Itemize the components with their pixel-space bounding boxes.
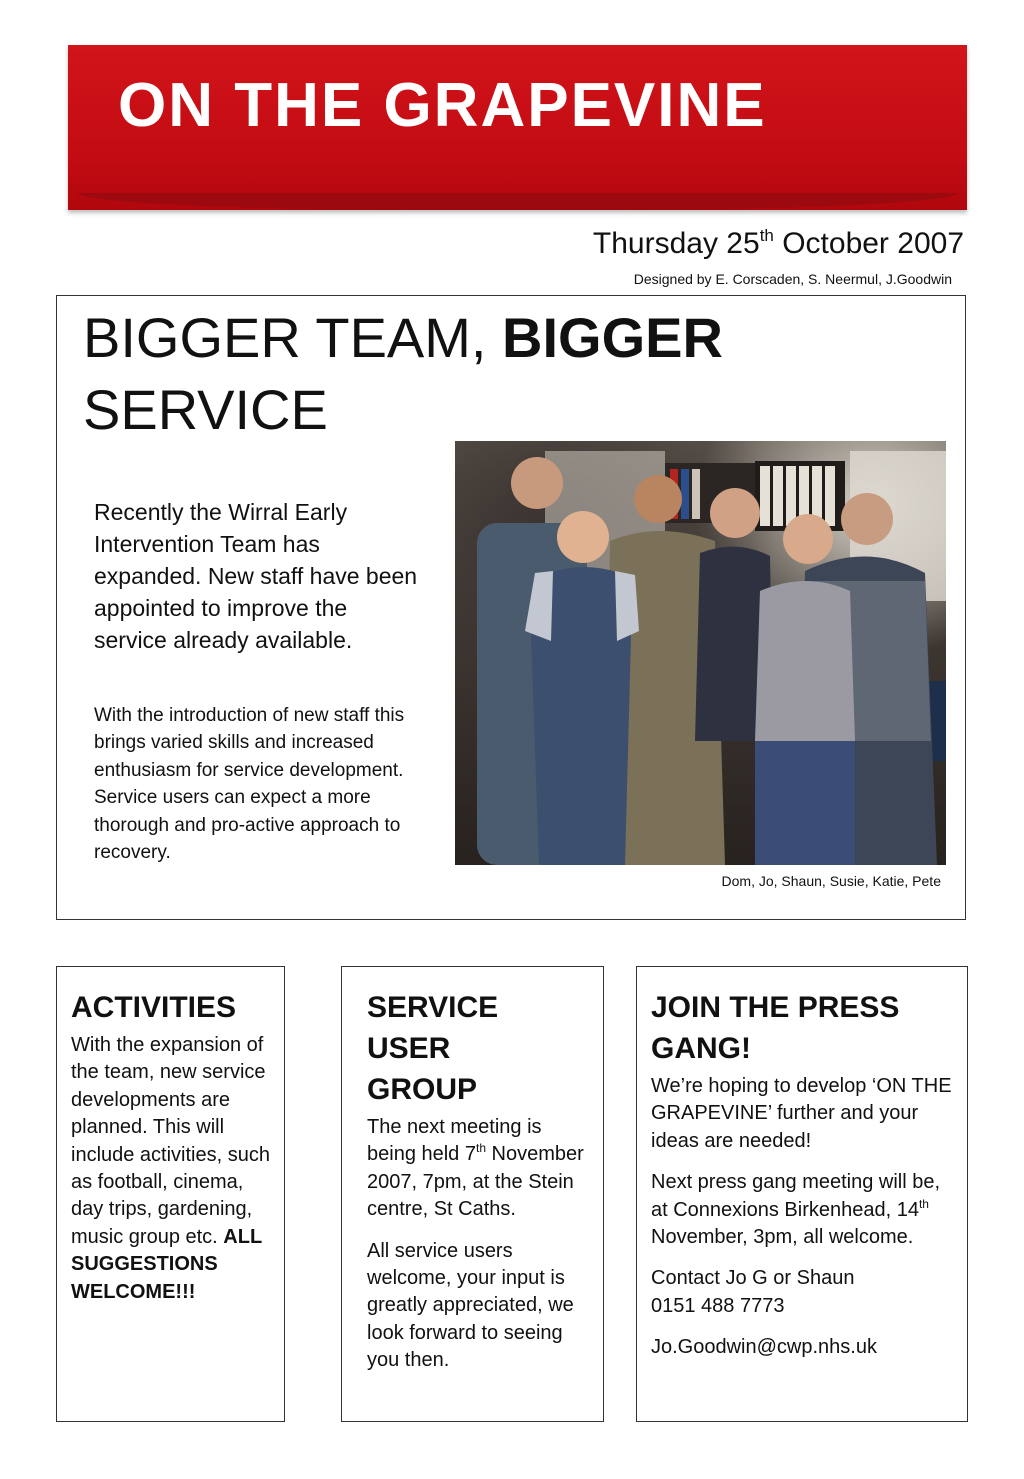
meeting-date-suffix: th	[475, 1141, 486, 1156]
issue-date-suffix: th	[759, 226, 774, 245]
activities-body: With the expansion of the team, new service developments are planned. This will include activities, such as football, cinema, day trips, gardening, music group etc.	[71, 1034, 270, 1248]
newsletter-title: ON THE GRAPEVINE	[118, 71, 767, 140]
designed-by-credit: Designed by E. Corscaden, S. Neermul, J.Goodwin	[633, 271, 952, 287]
lead-story-box	[56, 295, 966, 920]
headline-bold-word: BIGGER	[502, 306, 723, 369]
service-user-group-welcome: All service users welcome, your input is greatly appreciated, we look forward to seeing you then.	[367, 1239, 574, 1372]
lead-intro-paragraph: Recently the Wirral Early Intervention Team has expanded. New staff have been appointed to improve the service already available.	[94, 499, 418, 653]
masthead-banner	[68, 45, 967, 210]
meeting-text-start: The next meeting is being held 7	[367, 1116, 542, 1166]
meeting-text-end: November 2007, 7pm, at the Stein centre, St Caths.	[367, 1143, 584, 1221]
lead-body-paragraph: With the introduction of new staff this brings varied skills and increased enthusiasm for service development. Service users can expect a more thorough and pro-active approach to recovery.	[94, 705, 405, 864]
activities-box	[56, 966, 285, 1422]
service-user-group-title: SERVICE USER GROUP	[367, 991, 499, 1106]
service-user-group-box	[341, 966, 604, 1422]
activities-call-to-action: ALL SUGGESTIONS WELCOME!!!	[71, 1225, 262, 1303]
press-gang-title: JOIN THE PRESS GANG!	[651, 991, 900, 1065]
press-meeting-date-suffix: th	[918, 1196, 929, 1211]
headline-part-2: SERVICE	[83, 378, 328, 441]
photo-caption: Dom, Jo, Shaun, Susie, Katie, Pete	[721, 873, 941, 889]
activities-title: ACTIVITIES	[71, 991, 237, 1024]
headline-part-1: BIGGER TEAM,	[83, 306, 503, 369]
press-gang-intro: We’re hoping to develop ‘ON THE GRAPEVINE’ further and your ideas are needed!	[651, 1075, 952, 1152]
press-meeting-text-end: November, 3pm, all welcome.	[651, 1226, 914, 1249]
activities-text	[71, 1032, 270, 1306]
lead-headline	[83, 302, 883, 446]
press-gang-meeting	[651, 1169, 961, 1251]
contact-phone: 0151 488 7773	[651, 1294, 785, 1317]
press-meeting-text-start: Next press gang meeting will be, at Connexions Birkenhead, 14	[651, 1171, 941, 1221]
issue-date	[593, 226, 964, 262]
issue-date-month-year: October 2007	[773, 227, 964, 260]
issue-date-day: Thursday 25	[592, 227, 760, 260]
press-gang-contact	[651, 1265, 961, 1320]
team-photo	[455, 441, 946, 865]
service-user-group-meeting	[367, 1114, 591, 1224]
press-gang-box	[636, 966, 968, 1422]
contact-email-link[interactable]: Jo.Goodwin@cwp.nhs.uk	[651, 1336, 877, 1359]
contact-names: Contact Jo G or Shaun	[651, 1267, 855, 1290]
